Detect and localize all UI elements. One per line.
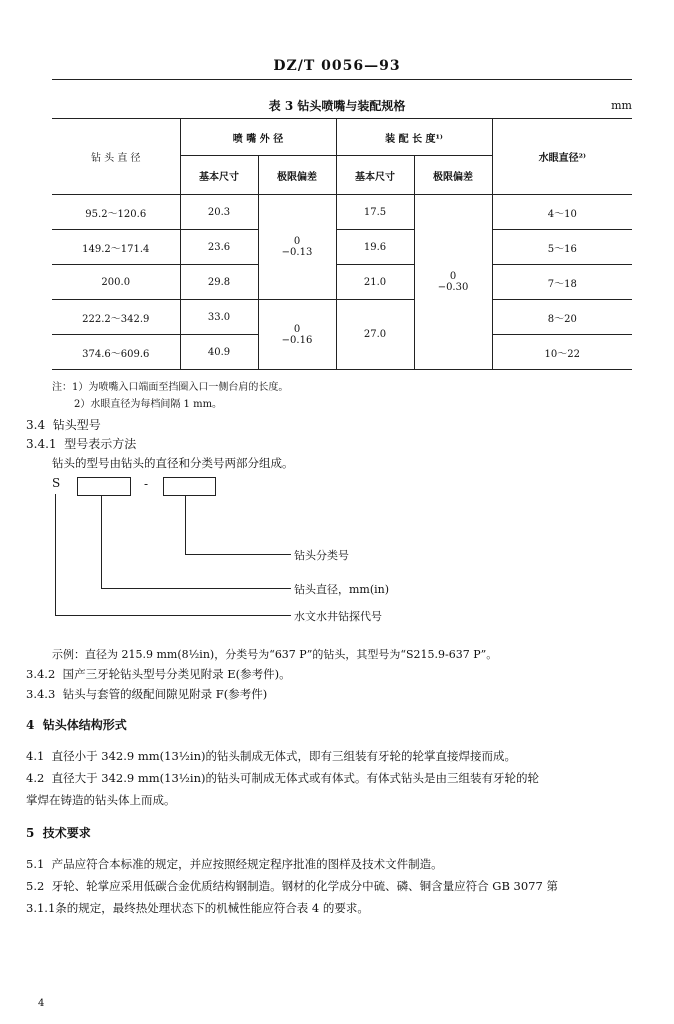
header-limit-dev: 极限偏差 (414, 156, 492, 195)
cell-bit: 149.2～171.4 (52, 230, 180, 265)
section-3-4-2 (26, 666, 291, 682)
cell-water: 8～20 (492, 300, 632, 335)
cell-length: 21.0 (336, 265, 414, 300)
label-diameter: 钻头直径，mm(in) (294, 583, 390, 596)
section-title: 钻头体结构形式 (42, 718, 127, 732)
table-row (52, 300, 632, 335)
cell-bit: 200.0 (52, 265, 180, 300)
section-number: 4 (26, 718, 35, 732)
section-title: 钻头与套管的级配间隙见附录 F(参考件) (62, 687, 268, 701)
paragraph-model-composition: 钻头的型号由钻头的直径和分类号两部分组成。 (52, 456, 294, 470)
section-number: 4.2 (26, 771, 45, 785)
model-dash: - (144, 477, 149, 491)
header-bit-diameter: 钻 头 直 径 (52, 119, 180, 195)
leader-class-vertical (185, 495, 186, 555)
section-3-4-3 (26, 686, 267, 702)
leader-diameter-horizontal (101, 588, 291, 589)
section-3-4-1 (26, 435, 136, 452)
section-number: 3.4.3 (26, 687, 56, 701)
cell-tol-length (414, 195, 492, 370)
cell-bit: 95.2～120.6 (52, 195, 180, 230)
header-basic-size: 基本尺寸 (180, 156, 258, 195)
table-nozzle-spec (52, 118, 632, 370)
leader-code-horizontal (55, 615, 291, 616)
section-4-2-cont: 掌焊在铸造的钻头体上而成。 (26, 793, 176, 807)
cell-nozzle: 29.8 (180, 265, 258, 300)
leader-class-horizontal (185, 554, 291, 555)
cell-bit: 374.6～609.6 (52, 335, 180, 370)
header-nozzle-od: 喷 嘴 外 径 (180, 119, 336, 156)
cell-water: 4～10 (492, 195, 632, 230)
table-note-1: 注：1）为喷嘴入口端面至挡圈入口一侧台肩的长度。 (52, 382, 289, 393)
document-code: DZ/T 0056—93 (273, 58, 401, 74)
page-number: 4 (38, 998, 45, 1009)
cell-nozzle: 33.0 (180, 300, 258, 335)
table-row (52, 230, 632, 265)
tol-upper: 0 (293, 323, 301, 335)
section-text: 直径大于 342.9 mm(13½in)的钻头可制成无体式或有体式。有体式钻头是由三组装有牙轮的轮 (51, 771, 539, 785)
tol-lower: −0.16 (281, 334, 313, 346)
model-example: 示例：直径为 215.9 mm(8½in)，分类号为“637 P”的钻头，其型号为“S215.9-637 P”。 (52, 648, 498, 661)
section-3-4 (26, 416, 101, 433)
tol-lower: −0.13 (281, 247, 313, 258)
section-title: 技术要求 (42, 826, 91, 840)
section-5-1 (26, 856, 443, 872)
tol-upper: 0 (449, 271, 457, 282)
header-limit-dev: 极限偏差 (258, 156, 336, 195)
leader-diameter-vertical (101, 495, 102, 589)
table-caption: 表 3 钻头喷嘴与装配规格 (268, 99, 406, 113)
section-number: 3.4 (26, 418, 46, 432)
cell-nozzle: 20.3 (180, 195, 258, 230)
section-4-2 (26, 770, 539, 786)
header-rule (52, 79, 632, 80)
section-number: 5.1 (26, 857, 45, 871)
section-4-1 (26, 748, 516, 764)
tol-lower: −0.30 (437, 282, 469, 293)
section-5 (26, 824, 91, 841)
cell-water: 10～22 (492, 335, 632, 370)
section-5-2-cont: 3.1.1条的规定，最终热处理状态下的机械性能应符合表 4 的要求。 (26, 901, 369, 915)
header-assembly-length: 装 配 长 度¹⁾ (336, 119, 492, 156)
section-4 (26, 716, 127, 733)
section-number: 3.4.2 (26, 667, 56, 681)
section-text: 直径小于 342.9 mm(13½in)的钻头制成无体式，即有三组装有牙轮的轮掌直接焊接而成。 (51, 749, 516, 763)
tol-upper: 0 (293, 236, 301, 247)
section-title: 型号表示方法 (64, 437, 137, 451)
section-5-2 (26, 878, 558, 894)
cell-tol-nozzle-a (258, 195, 336, 300)
cell-water: 7～18 (492, 265, 632, 300)
diameter-box (77, 477, 131, 496)
section-number: 3.4.1 (26, 437, 57, 451)
table-row (52, 195, 632, 230)
header-water-hole: 水眼直径²⁾ (492, 119, 632, 195)
model-diagram (52, 476, 452, 623)
cell-length: 17.5 (336, 195, 414, 230)
section-number: 5 (26, 826, 35, 840)
table-row (52, 265, 632, 300)
section-number: 4.1 (26, 749, 45, 763)
cell-nozzle: 23.6 (180, 230, 258, 265)
section-number: 5.2 (26, 879, 45, 893)
section-title: 钻头型号 (52, 418, 101, 432)
table-note-2: 2）水眼直径为每档间隔 1 mm。 (74, 399, 223, 410)
table-unit: mm (611, 99, 632, 112)
leader-code-vertical (55, 494, 56, 616)
model-prefix: S (52, 476, 61, 490)
label-code: 水文水井钻探代号 (294, 610, 382, 623)
section-text: 产品应符合本标准的规定，并应按照经规定程序批准的图样及技术文件制造。 (51, 857, 443, 871)
cell-bit: 222.2～342.9 (52, 300, 180, 335)
section-text: 牙轮、轮掌应采用低碳合金优质结构钢制造。钢材的化学成分中硫、磷、铜含量应符合 GB 3077 第 (51, 879, 558, 893)
section-title: 国产三牙轮钻头型号分类见附录 E(参考件)。 (62, 667, 291, 681)
cell-nozzle: 40.9 (180, 335, 258, 370)
cell-length-merged: 27.0 (336, 300, 414, 370)
cell-length: 19.6 (336, 230, 414, 265)
header-basic-size: 基本尺寸 (336, 156, 414, 195)
class-box (163, 477, 216, 496)
cell-water: 5～16 (492, 230, 632, 265)
cell-tol-nozzle-b (258, 300, 336, 370)
label-classification: 钻头分类号 (294, 549, 349, 562)
